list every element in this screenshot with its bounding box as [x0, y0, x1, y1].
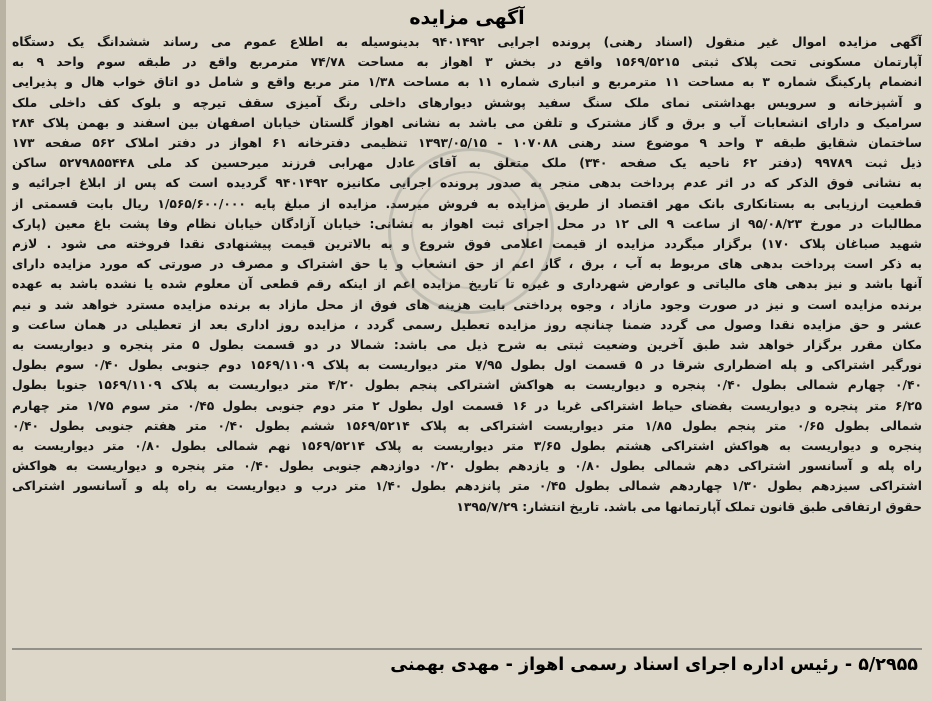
- notice-line: سرامیک و دارای انشعابات آب و برق و گاز مشترک و تلفن می باشد به نشانی اهواز گلستان خیابان اصفهان بین اسفند و بهمن پلاک ۲۸۴: [12, 115, 922, 130]
- notice-line: آگهی مزایده اموال غیر منقول (اسناد رهنی) پرونده اجرایی ۹۴۰۱۴۹۲ بدینوسیله به اطلاع عموم می رساند ششدانگ یک دستگاه: [12, 35, 922, 49]
- notice-line: مکان مقرر برگزار خواهد شد طبق آخرین وضعیت ثبتی به شرح ذیل می باشد: شمالا در دو قسمت بطول ۵ متر پنجره و دیواریست به: [12, 338, 922, 353]
- notice-line: نورگیر اشتراکی و پله اضطراری شرقا در ۵ قسمت اول بطول ۷/۹۵ متر دیواریست به پلاک ۱۵۶۹/۱۱۰۹ دوم جنوبی بطول ۰/۴۰ سوم بطول: [12, 358, 922, 373]
- notice-line: عشر و حق مزایده نقدا وصول می گردد ضمنا چنانچه روز مزایده تعطیل رسمی گردد ، مزایده روز اداری بعد از تعطیلی در همان ساعت و: [12, 317, 922, 332]
- notice-line: آنها باشد و نیز بدهی های مالیاتی و عوارض شهرداری و غیره تا تاریخ مزایده اعم از اینکه رقم قطعی آن معلوم شده یا نشده باشد به عهده: [12, 277, 922, 292]
- notice-line: به نشانی فوق الذکر که در اثر عدم پرداخت بدهی منجر به صدور پرونده اجرایی مکانیزه ۹۴۰۱۴۹۲ گردیده است که پس از ابلاغ اجرائیه و: [12, 176, 922, 191]
- notice-line: پنجره و دیواریست به هواکش اشتراکی هشتم بطول ۳/۶۵ متر دیواریست به پلاک ۱۵۶۹/۵۲۱۴ نهم شمالی بطول ۰/۸۰ متر دیواریست به: [12, 439, 922, 454]
- notice-line: اشتراکی سیزدهم بطول ۱/۳۰ چهاردهم شمالی بطول ۰/۴۵ متر پانزدهم بطول ۱/۴۰ متر درب و دیواریست به راه پله و آسانسور اشتراکی: [12, 479, 922, 494]
- notice-line: آپارتمان مسکونی تحت پلاک ثبتی ۱۵۶۹/۵۲۱۵ واقع در بخش ۳ اهواز به مساحت ۷۴/۷۸ مترمربع واقع در طبقه سوم واحد ۹ به: [12, 55, 922, 70]
- footer-divider: [12, 648, 922, 650]
- notice-line: ذیل ثبت ۹۹۷۸۹ (دفتر ۶۲ ناحیه یک صفحه ۳۴۰) ملک متعلق به آقای عادل مهرابی فرزند میرحسین کد ملی ۵۲۷۹۸۵۵۴۴۸ ساکن: [12, 156, 922, 171]
- notice-line: ۰/۴۰ چهارم شمالی بطول ۰/۴۰ پنجره و دیواریست به هواکش اشتراکی پنجم بطول ۴/۲۰ متر دیواریست به پلاک ۱۵۶۹/۱۱۰۹ جنوبا بطول: [12, 378, 922, 393]
- page-edge: [0, 0, 6, 701]
- notice-line-last: حقوق ارتفاقی طبق قانون تملک آپارتمانها می باشد. تاریخ انتشار: ۱۳۹۵/۷/۲۹: [456, 499, 922, 514]
- notice-line: ۶/۲۵ متر پنجره و دیواریست بفضای حیاط اشتراکی غربا در ۱۶ قسمت اول بطول ۲ متر دوم جنوبی بطول ۰/۴۵ متر سوم ۱/۷۵ متر چهارم: [12, 398, 922, 413]
- notice-line: راه پله و آسانسور اشتراکی دهم شمالی بطول ۰/۸۰ و یازدهم بطول ۰/۲۰ دوازدهم جنوبی بطول ۰/۴۰ متر پنجره و دیواریست به هواکش: [12, 459, 922, 474]
- notice-line: و آشپزخانه و سرویس بهداشتی نمای ملک سنگ سفید پوشش دیوارهای داخلی رنگ آمیزی سقف تیرچه و بلوک کف داخلی ملک: [12, 95, 922, 110]
- notice-body: [12, 32, 922, 517]
- notice-line: مطالبات در مورخ ۹۵/۰۸/۲۳ از ساعت ۹ الی ۱۲ در محل اجرای ثبت اهواز به نشانی: خیابان آزادگان خیابان نظام وفا پشت باغ معین (پارک: [12, 216, 922, 231]
- notice-line: شهید صباغان پلاک ۱۷۰) برگزار میگردد مزایده از قیمت اعلامی فوق شروع و به بالاترین قیمت پیشنهادی نقدا فروخته می شود . لازم: [12, 237, 922, 252]
- notice-title: آگهی مزایده: [409, 7, 525, 29]
- notice-line: ساختمان شقایق طبقه ۳ واحد ۹ موضوع سند رهنی ۱۰۷۰۸۸ - ۱۳۹۳/۰۵/۱۵ تنظیمی دفترخانه ۶۱ اهواز در دفتر املاک ۵۶۲ صفحه ۱۷۳: [12, 136, 922, 151]
- notice-line: شمالی بطول ۰/۶۵ متر پنجم بطول ۱/۸۵ متر دیواریست اشتراکی به پلاک ۱۵۶۹/۵۲۱۴ ششم بطول ۰/۴۰ متر هفتم جنوبی بطول ۰/۴۰: [12, 418, 922, 433]
- notice-footer-signature: ۵/۲۹۵۵ - رئیس اداره اجرای اسناد رسمی اهواز - مهدی بهمنی: [390, 655, 918, 675]
- notice-line: به ذکر است پرداخت بدهی های مربوط به آب ، برق ، گاز اعم از حق انشعاب و یا حق اشتراک و مصرف در صورتی که مورد مزایده دارای: [12, 257, 922, 272]
- notice-line: انضمام پارکینگ شماره ۳ به مساحت ۱۱ مترمربع و انباری شماره ۱۱ به مساحت ۱/۳۸ متر مربع واقع و شامل دو اتاق خواب هال و پذیرایی: [12, 75, 922, 90]
- notice-line: قطعیت ارزیابی به بستانکاری بانک مهر اقتصاد از طریق مزایده به فروش میرسد. مزایده از مبلغ پایه ۱/۵۶۵/۶۰۰/۰۰۰ ریال بابت قسمتی از: [12, 196, 922, 211]
- notice-line: برنده مزایده است و نیز در صورت وجود مازاد ، وجوه پرداختی بابت هزینه های فوق از محل مازاد به برنده مزایده مسترد خواهد شد و نیم: [12, 297, 922, 312]
- title-row: [12, 4, 922, 32]
